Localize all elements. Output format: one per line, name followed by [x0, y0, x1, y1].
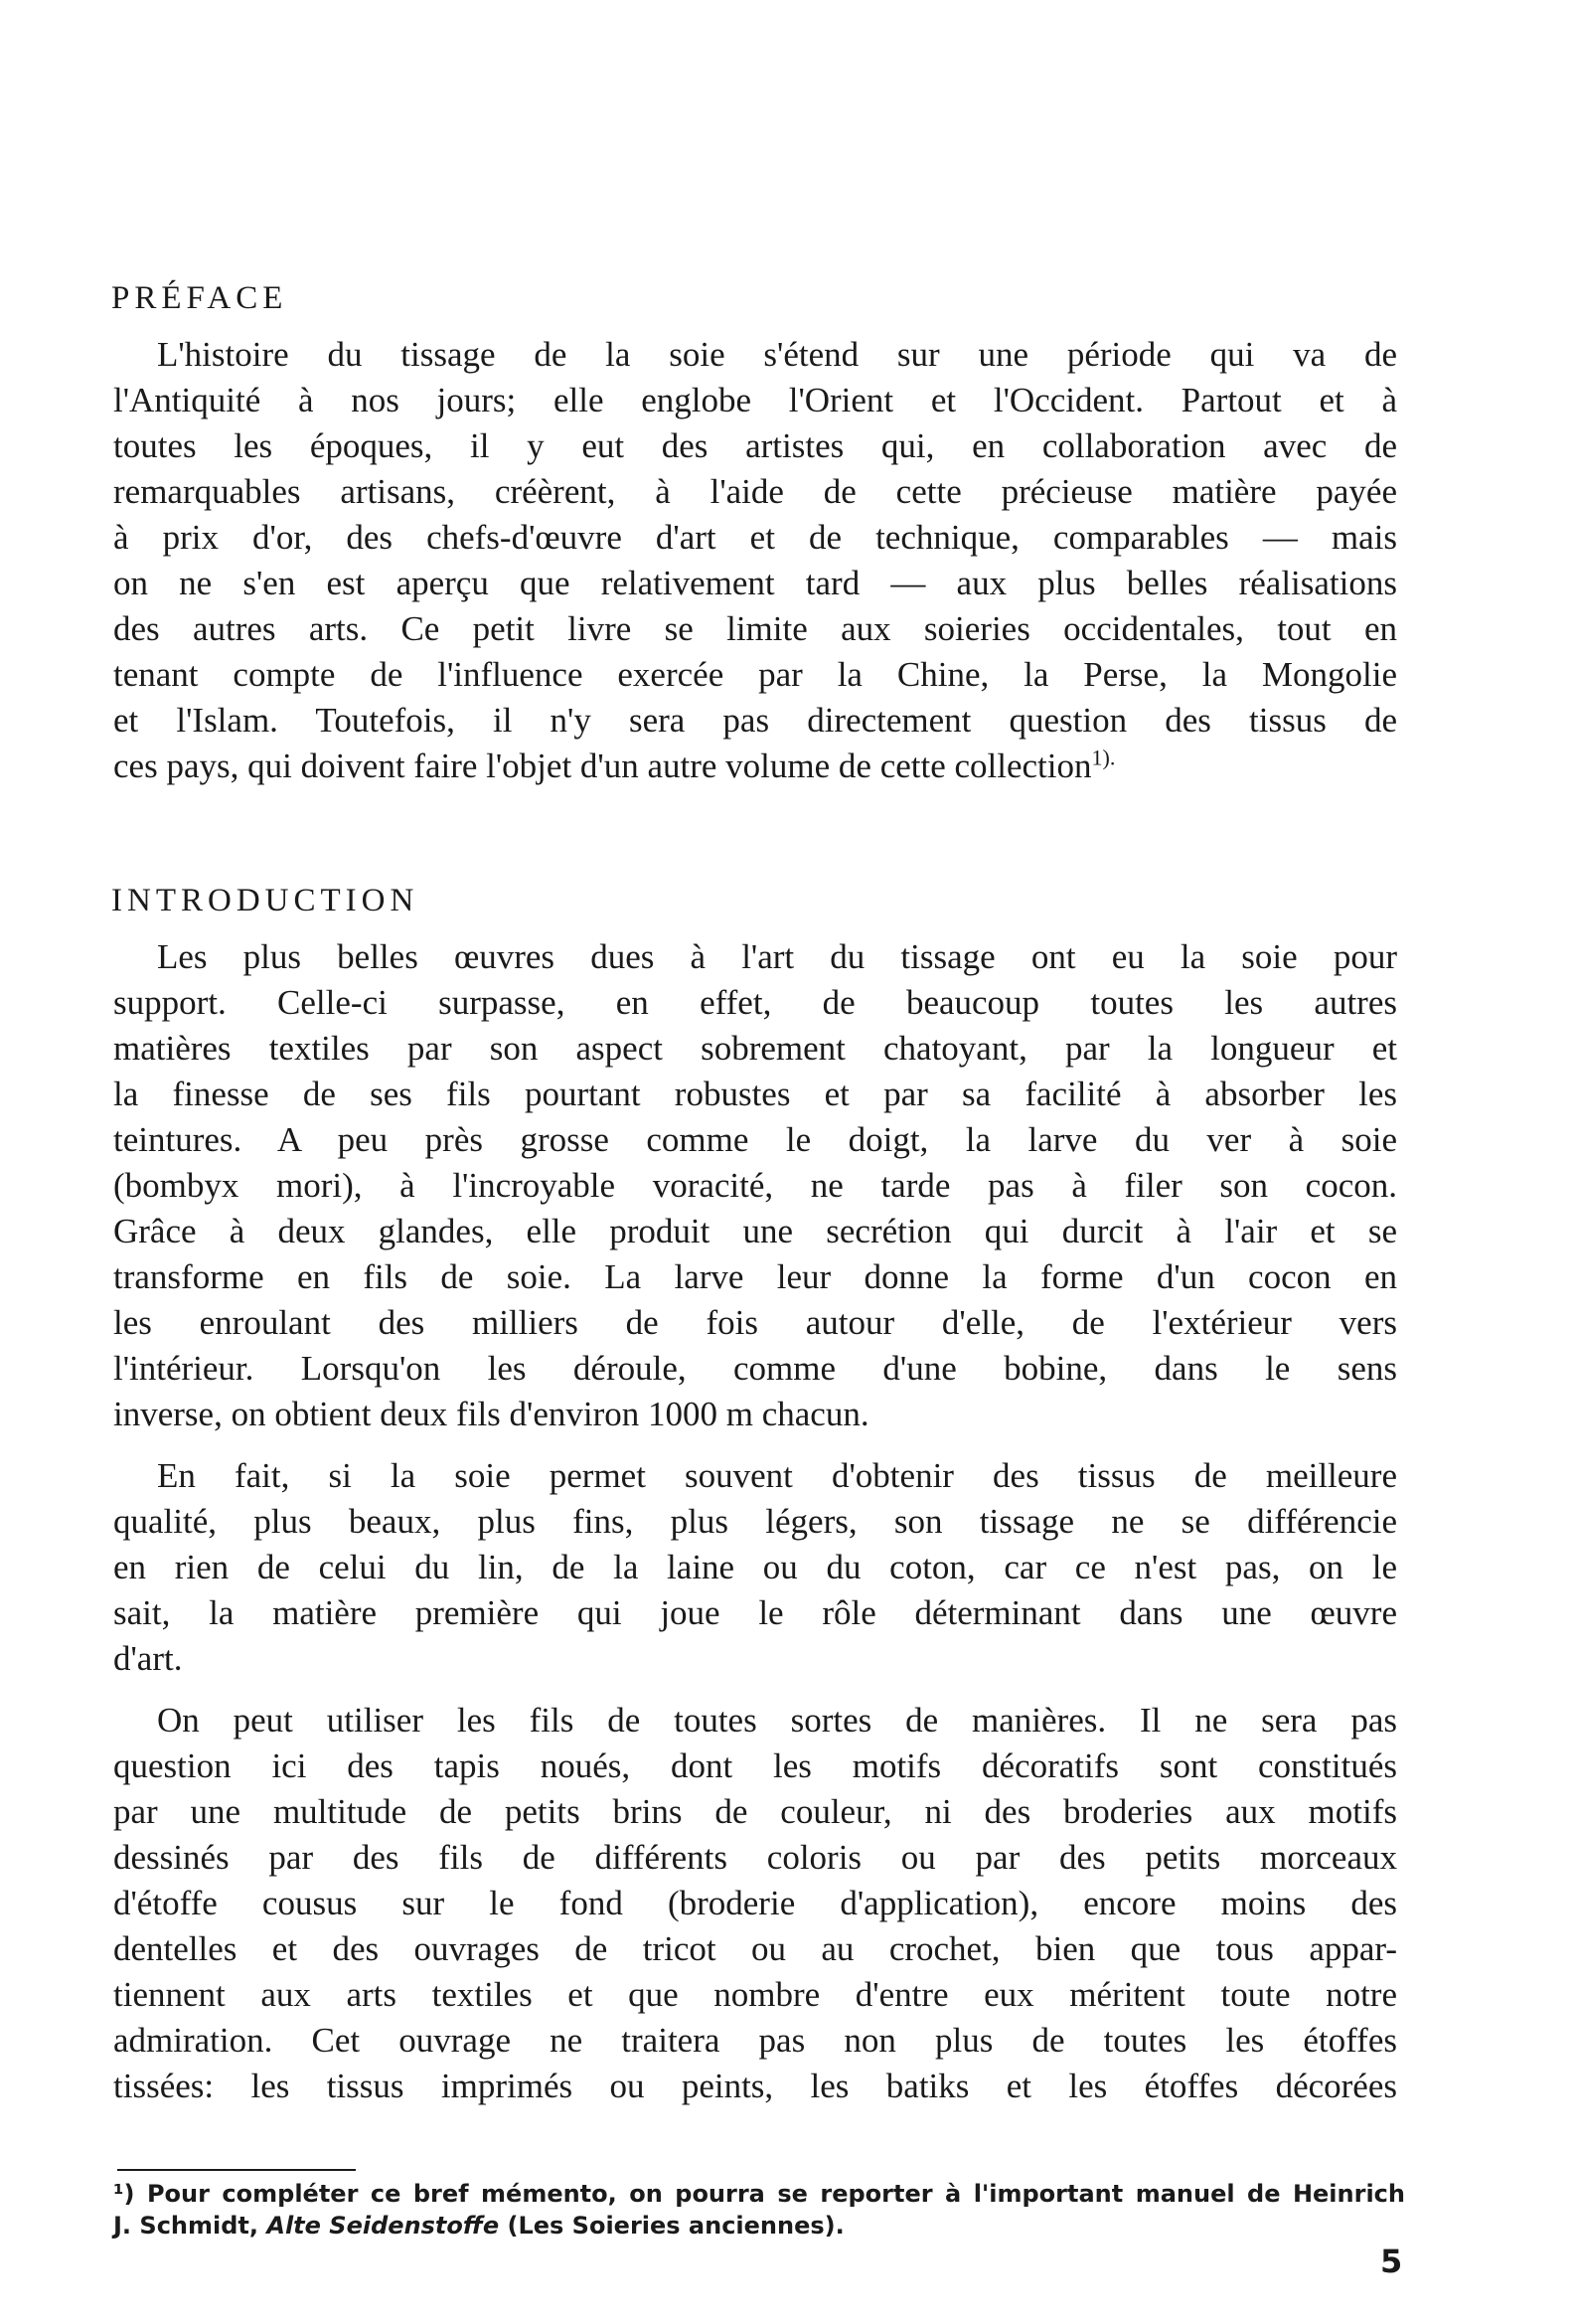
- intro-line: transforme en fils de soie. La larve leur donne la forme d'un cocon en: [113, 1257, 1397, 1296]
- footnote-line-1: [113, 2177, 1405, 2211]
- preface-line: tenant compte de l'influence exercée par la Chine, la Perse, la Mongolie: [113, 655, 1397, 694]
- introduction-paragraph-3: [113, 1698, 1397, 2109]
- preface-line-last: [113, 744, 1397, 789]
- intro-line: Les plus belles œuvres dues à l'art du tissage ont eu la soie pour: [157, 937, 1397, 976]
- intro-line: tissées: les tissus imprimés ou peints, les batiks et les étoffes décorées: [113, 2067, 1397, 2105]
- intro-line: On peut utiliser les fils de toutes sortes de manières. Il ne sera pas: [157, 1701, 1397, 1740]
- footnote-divider: [117, 2169, 356, 2171]
- intro-line: support. Celle-ci surpasse, en effet, de beaucoup toutes les autres: [113, 983, 1397, 1022]
- page-number: 5: [1380, 2242, 1403, 2280]
- intro-line: teintures. A peu près grosse comme le doigt, la larve du ver à soie: [113, 1120, 1397, 1159]
- intro-line: en rien de celui du lin, de la laine ou du coton, car ce n'est pas, on le: [113, 1548, 1397, 1586]
- intro-line: la finesse de ses fils pourtant robustes et par sa facilité à absorber les: [113, 1075, 1397, 1113]
- introduction-paragraph-1: [113, 934, 1397, 1437]
- intro-line: par une multitude de petits brins de couleur, ni des broderies aux motifs: [113, 1792, 1397, 1831]
- intro-line: (bombyx mori), à l'incroyable voracité, ne tarde pas à filer son cocon.: [113, 1166, 1397, 1205]
- intro-line: les enroulant des milliers de fois autour d'elle, de l'extérieur vers: [113, 1303, 1397, 1342]
- footnote-author: J. Schmidt,: [113, 2212, 259, 2240]
- preface-line: et l'Islam. Toutefois, il n'y sera pas directement question des tissus de: [113, 701, 1397, 740]
- footnote-translation: (Les Soieries anciennes).: [507, 2212, 845, 2240]
- intro-line: d'étoffe cousus sur le fond (broderie d'application), encore moins des: [113, 1884, 1397, 1922]
- intro-line: sait, la matière première qui joue le rôle déterminant dans une œuvre: [113, 1593, 1397, 1632]
- preface-line: L'histoire du tissage de la soie s'étend sur une période qui va de: [157, 335, 1397, 374]
- intro-line: l'intérieur. Lorsqu'on les déroule, comme d'une bobine, dans le sens: [113, 1349, 1397, 1388]
- intro-line: Grâce à deux glandes, elle produit une secrétion qui durcit à l'air et se: [113, 1212, 1397, 1250]
- footnote-line-2: [113, 2209, 1405, 2242]
- intro-line: matières textiles par son aspect sobrement chatoyant, par la longueur et: [113, 1029, 1397, 1068]
- intro-line: qualité, plus beaux, plus fins, plus légers, son tissage ne se différencie: [113, 1502, 1397, 1541]
- intro-line: En fait, si la soie permet souvent d'obtenir des tissus de meilleure: [157, 1456, 1397, 1495]
- intro-line: tiennent aux arts textiles et que nombre d'entre eux méritent toute notre: [113, 1975, 1397, 2014]
- intro-line: question ici des tapis noués, dont les motifs décoratifs sont constitués: [113, 1746, 1397, 1785]
- preface-line: l'Antiquité à nos jours; elle englobe l'Orient et l'Occident. Partout et à: [113, 381, 1397, 419]
- footnote-marker: ¹): [113, 2180, 135, 2208]
- footnote-book-title: Alte Seidenstoffe: [266, 2212, 500, 2240]
- intro-line: dessinés par des fils de différents coloris ou par des petits morceaux: [113, 1838, 1397, 1877]
- footnote-text: Pour compléter ce bref mémento, on pourra se reporter à l'important manuel de Heinrich: [146, 2180, 1405, 2208]
- preface-line-text: ces pays, qui doivent faire l'objet d'un autre volume de cette collection: [113, 747, 1092, 785]
- preface-line: on ne s'en est aperçu que relativement tard — aux plus belles réalisations: [113, 564, 1397, 602]
- introduction-paragraph-2: [113, 1453, 1397, 1682]
- footnote-reference: 1).: [1091, 745, 1116, 770]
- preface-line: à prix d'or, des chefs-d'œuvre d'art et de technique, comparables — mais: [113, 518, 1397, 557]
- intro-line: dentelles et des ouvrages de tricot ou au crochet, bien que tous appar-: [113, 1929, 1397, 1968]
- preface-paragraph: [113, 332, 1397, 835]
- intro-line: admiration. Cet ouvrage ne traitera pas non plus de toutes les étoffes: [113, 2021, 1397, 2060]
- preface-line: toutes les époques, il y eut des artistes qui, en collaboration avec de: [113, 426, 1397, 465]
- introduction-heading: INTRODUCTION: [111, 883, 419, 918]
- preface-heading: PRÉFACE: [111, 280, 288, 316]
- preface-line: remarquables artisans, créèrent, à l'aide de cette précieuse matière payée: [113, 472, 1397, 511]
- preface-line: des autres arts. Ce petit livre se limite aux soieries occidentales, tout en: [113, 609, 1397, 648]
- intro-line: inverse, on obtient deux fils d'environ 1000 m chacun.: [113, 1395, 869, 1433]
- intro-line: d'art.: [113, 1639, 183, 1678]
